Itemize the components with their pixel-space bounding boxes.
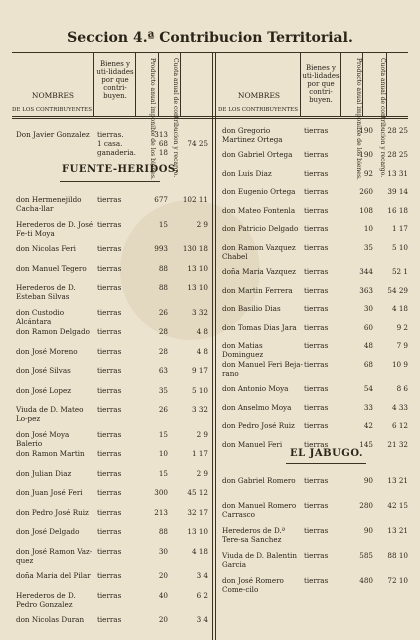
annual-product: 30	[158, 546, 168, 556]
property-type: tierras	[304, 341, 329, 351]
contributor-name: don Gabriel Ortega	[222, 150, 293, 159]
left-top-prod-2: 68	[158, 139, 168, 148]
property-type: tierras	[97, 546, 122, 556]
left-top-prop-1: tierras.	[97, 130, 124, 139]
annual-product: 344	[359, 267, 373, 276]
annual-product: 40	[158, 590, 168, 600]
contributor-name: Herederos de D. José Fe-ti Moya	[16, 219, 94, 238]
left-section-title: FUENTE-HERIDOS.	[62, 164, 180, 175]
contributor-name: don José Silvas	[16, 366, 71, 375]
annual-quota: 130 18	[182, 244, 208, 253]
contributor-name: don Ramon Martin	[16, 449, 85, 458]
contributor-name: Herederos de D.ª Tere-sa Sanchez	[222, 526, 286, 544]
property-type: tierras	[97, 219, 122, 229]
center-divider	[212, 52, 213, 640]
contributor-name: don Antonio Moya	[222, 384, 289, 393]
left-top-prod-1: 313	[154, 130, 168, 139]
property-type: tierras	[97, 385, 122, 395]
annual-product: 60	[363, 322, 373, 332]
property-type: tierras	[97, 590, 122, 600]
annual-product: 28	[158, 327, 168, 336]
annual-product: 92	[363, 168, 373, 178]
annual-quota: 1 17	[191, 449, 208, 458]
property-type: tierras	[97, 405, 122, 414]
annual-quota: 88 10	[387, 551, 408, 560]
contributor-name: don Nicolas Duran	[16, 615, 85, 624]
col-rule	[180, 52, 181, 116]
property-type: tierras	[97, 195, 122, 204]
center-divider-2	[215, 52, 216, 640]
annual-product: 35	[363, 243, 373, 252]
property-type: tierras	[97, 346, 122, 356]
annual-quota: 13 31	[387, 168, 408, 178]
contributor-name: don Gregorio Martinez Ortega	[222, 126, 283, 144]
annual-product: 20	[158, 571, 168, 580]
annual-product: 88	[158, 263, 168, 273]
annual-quota: 13 10	[187, 527, 208, 536]
contributor-name: Herederos de D. Esteban Silvas	[16, 283, 76, 301]
property-type: tierras	[304, 476, 329, 485]
property-type: tierras	[304, 304, 329, 314]
annual-product: 585	[359, 551, 373, 560]
annual-quota: 2 9	[196, 219, 208, 229]
annual-product: 35	[158, 385, 168, 395]
annual-quota: 4 8	[196, 346, 208, 356]
annual-quota: 28 25	[387, 150, 408, 159]
header-top-rule	[12, 52, 408, 53]
header-bottom-rule	[12, 116, 408, 117]
contributor-name: don Pedro José Ruiz	[222, 421, 295, 431]
contributor-name: don Hermenejildo Cacha-llar	[16, 195, 82, 213]
left-header-names: NOMBRES	[31, 91, 75, 100]
right-section-title: EL JABUGO.	[290, 448, 363, 459]
property-type: tierras	[304, 322, 329, 332]
right-section-rule	[286, 463, 366, 464]
annual-quota: 5 10	[191, 385, 208, 395]
annual-quota: 3 4	[196, 615, 208, 624]
annual-product: 363	[359, 285, 373, 295]
contributor-name: Viuda de D. Balentin Garcia	[222, 551, 297, 569]
contributor-name: don Basilio Dias	[222, 304, 281, 314]
contributor-name: don Tomas Dias Jara	[222, 322, 297, 332]
property-type: tierras	[97, 488, 122, 497]
property-type: tierras	[304, 576, 329, 585]
property-type: tierras	[304, 384, 329, 393]
property-type: tierras	[304, 501, 329, 510]
annual-quota: 4 18	[191, 546, 208, 556]
annual-quota: 45 12	[187, 488, 208, 497]
annual-quota: 7 9	[396, 341, 408, 351]
property-type: tierras	[304, 439, 329, 449]
left-header-prod: Producto anual imponible de los bienes.	[149, 58, 156, 180]
annual-product: 28	[158, 346, 168, 356]
contributor-name: doña Maria Vazquez	[222, 267, 296, 276]
property-type: tierras	[304, 224, 329, 234]
property-type: tierras	[304, 168, 329, 178]
annual-quota: 6 2	[196, 590, 208, 600]
annual-product: 260	[359, 187, 373, 197]
annual-product: 88	[158, 283, 168, 292]
annual-quota: 102 11	[182, 195, 208, 204]
property-type: tierras	[97, 307, 122, 317]
contributor-name: Herederos de D. Pedro Gonzalez	[16, 590, 76, 609]
annual-quota: 3 32	[191, 405, 208, 414]
contributor-name: don Custodio Alcántara	[16, 307, 65, 326]
contributor-name: don Manuel Feri Beja-rano	[222, 360, 303, 378]
right-header-cuota: Cuota anual de contribucion y recargo.	[379, 58, 386, 178]
property-type: tierras	[304, 267, 329, 276]
annual-quota: 5 10	[391, 243, 408, 252]
annual-quota: 39 14	[387, 187, 408, 197]
annual-quota: 3 32	[191, 307, 208, 317]
annual-product: 993	[154, 244, 168, 253]
annual-quota: 54 29	[387, 285, 408, 295]
annual-quota: 2 9	[196, 429, 208, 439]
property-type: tierras	[304, 421, 329, 431]
annual-quota: 42 15	[387, 501, 408, 510]
property-type: tierras	[304, 187, 329, 197]
property-type: tierras	[304, 243, 329, 252]
property-type: tierras	[304, 360, 329, 369]
left-top-prop-2: 1 casa.	[97, 139, 123, 148]
annual-quota: 32 17	[187, 507, 208, 517]
annual-product: 300	[154, 488, 168, 497]
right-header-names: NOMBRES	[237, 91, 281, 100]
annual-product: 26	[158, 307, 168, 317]
property-type: tierras	[304, 126, 329, 135]
annual-product: 48	[363, 341, 373, 351]
annual-product: 42	[363, 421, 373, 431]
contributor-name: don Juan José Feri	[16, 488, 83, 497]
annual-quota: 16 18	[387, 205, 408, 215]
col-rule	[386, 52, 387, 116]
contributor-name: don Ramon Delgado	[16, 327, 90, 336]
annual-quota: 13 21	[387, 476, 408, 485]
property-type: tierras	[97, 449, 122, 458]
property-type: tierras	[304, 526, 329, 535]
property-type: tierras	[97, 283, 122, 292]
contributor-name: don José Romero Come-cilo	[222, 576, 284, 594]
property-type: tierras	[97, 507, 122, 517]
annual-quota: 13 10	[187, 283, 208, 292]
annual-product: 190	[359, 150, 373, 159]
annual-product: 15	[158, 219, 168, 229]
col-rule	[158, 52, 159, 116]
property-type: tierras	[304, 551, 329, 560]
right-header-names-sub: DE LOS CONTRIBUYENTES	[218, 107, 298, 113]
right-header-prod: Producto anual imponible de los bienes.	[355, 58, 362, 180]
annual-quota: 3 4	[196, 571, 208, 580]
contributor-name: doña Maria del Pilar	[16, 571, 91, 580]
annual-quota: 1 17	[391, 224, 408, 234]
contributor-name: don José Moreno	[16, 346, 78, 356]
annual-quota: 13 10	[187, 263, 208, 273]
contributor-name: Viuda de D. Mateo Lo-pez	[16, 405, 84, 423]
contributor-name: don Ramon Vazquez Chabel	[222, 243, 296, 261]
contributor-name: don Nicolas Feri	[16, 244, 76, 253]
contributor-name: don Luis Diaz	[222, 168, 272, 178]
annual-product: 90	[363, 476, 373, 485]
annual-product: 677	[154, 195, 168, 204]
contributor-name: don José Moya Balerio	[16, 429, 70, 448]
contributor-name: don Martin Ferrera	[222, 285, 293, 295]
left-top-prop-3: ganaderia.	[97, 148, 136, 157]
left-header-cuota: Cuota anual de contribucion y recargo.	[172, 58, 179, 178]
annual-product: 90	[363, 526, 373, 535]
header-bottom-rule-2	[12, 118, 408, 119]
annual-quota: 9 2	[396, 322, 408, 332]
property-type: tierras	[97, 327, 122, 336]
annual-quota: 52 1	[391, 267, 408, 276]
annual-quota: 4 8	[196, 327, 208, 336]
annual-product: 280	[359, 501, 373, 510]
annual-product: 213	[154, 507, 168, 517]
right-header-props: Bienes y uti-lidades por que contri-buyen.	[302, 64, 340, 104]
property-type: tierras	[304, 205, 329, 215]
left-header-names-sub: DE LOS CONTRIBUYENTES	[12, 107, 92, 113]
annual-quota: 10 9	[391, 360, 408, 369]
property-type: tierras	[97, 571, 122, 580]
annual-quota: 28 25	[387, 126, 408, 135]
property-type: tierras	[97, 527, 122, 536]
property-type: tierras	[97, 615, 122, 624]
contributor-name: don Julian Diaz	[16, 468, 72, 478]
contributor-name: don José Lopez	[16, 385, 72, 395]
contributor-name: don Manuel Feri	[222, 439, 283, 449]
contributor-name: don Manuel Romero Carrasco	[222, 501, 297, 519]
annual-quota: 4 18	[391, 304, 408, 314]
property-type: tierras	[97, 366, 122, 375]
contributor-name: don Manuel Tegero	[16, 263, 87, 273]
annual-quota: 2 9	[196, 468, 208, 478]
annual-product: 145	[359, 439, 373, 449]
col-rule	[362, 52, 363, 116]
contributor-name: don Eugenio Ortega	[222, 187, 296, 197]
annual-product: 15	[158, 429, 168, 439]
property-type: tierras	[304, 285, 329, 295]
contributor-name: don Anselmo Moya	[222, 402, 292, 412]
left-top-name: Don Javier Gonzalez	[16, 130, 90, 139]
annual-product: 108	[359, 205, 373, 215]
annual-product: 30	[363, 304, 373, 314]
contributor-name: don Matias Dominguez	[222, 341, 264, 360]
annual-product: 15	[158, 468, 168, 478]
property-type: tierras	[97, 244, 122, 253]
annual-product: 10	[158, 449, 168, 458]
left-top-prod-3: 18	[158, 148, 168, 157]
annual-quota: 4 33	[391, 402, 408, 412]
contributor-name: don José Delgado	[16, 527, 80, 536]
annual-quota: 6 12	[391, 421, 408, 431]
annual-quota: 8 6	[396, 384, 408, 393]
annual-product: 54	[363, 384, 373, 393]
annual-product: 68	[363, 360, 373, 369]
annual-quota: 21 32	[387, 439, 408, 449]
annual-quota: 9 17	[191, 366, 208, 375]
annual-product: 26	[158, 405, 168, 414]
property-type: tierras	[97, 468, 122, 478]
col-rule	[93, 52, 94, 116]
left-section-rule	[60, 181, 160, 182]
contributor-name: don Patricio Delgado	[222, 224, 299, 234]
property-type: tierras	[304, 150, 329, 159]
contributor-name: don Pedro José Ruiz	[16, 507, 89, 517]
annual-product: 63	[158, 366, 168, 375]
annual-quota: 13 21	[387, 526, 408, 535]
contributor-name: don Gabriel Romero	[222, 476, 296, 485]
contributor-name: don Mateo Fontenla	[222, 205, 296, 215]
annual-quota: 72 10	[387, 576, 408, 585]
annual-product: 88	[158, 527, 168, 536]
annual-product: 33	[363, 402, 373, 412]
annual-product: 480	[359, 576, 373, 585]
annual-product: 190	[359, 126, 373, 135]
annual-product: 20	[158, 615, 168, 624]
property-type: tierras	[97, 429, 122, 439]
annual-product: 10	[363, 224, 373, 234]
page-title: Seccion 4.ª Contribucion Territorial.	[67, 30, 353, 46]
col-rule	[135, 52, 136, 116]
property-type: tierras	[304, 402, 329, 412]
contributor-name: don José Ramon Vaz-quez	[16, 546, 93, 565]
left-header-props: Bienes y uti-lidades por que contri-buyen.	[96, 60, 134, 100]
left-top-cuota: 74 25	[187, 139, 208, 148]
property-type: tierras	[97, 263, 122, 273]
